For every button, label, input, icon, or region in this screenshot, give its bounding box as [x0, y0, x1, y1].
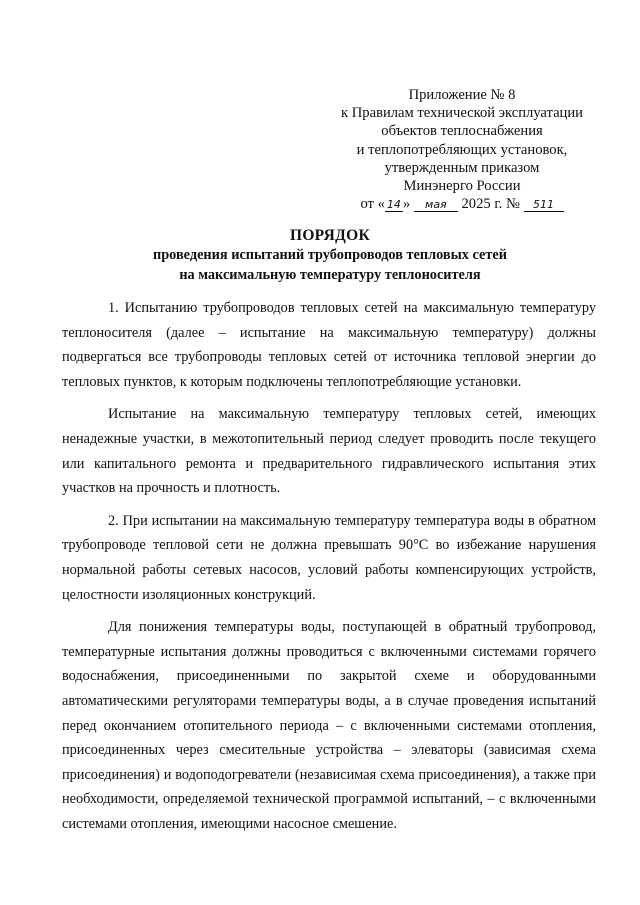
body-paragraph: Для понижения температуры воды, поступающей в обратный трубопровод, температурные испытания должны проводиться с включенными системами горячего водоснабжения, присоединенными по закрытой схеме и оборудованными автоматическими регуляторами температуры воды, а в случае проведения испытаний перед окончанием отопительного периода – с включенными системами отопления, присоединенных через смесительные устройства – элеваторы (зависимая схема присоединения) и водоподогреватели (независимая схема присоединения), а также при необходимости, определяемой технической программой испытаний, – с включенными системами отопления, имеющими насосное смешение. — [62, 619, 596, 832]
date-prefix: от « — [360, 196, 385, 213]
title-subtitle: на максимальную температуру теплоносителя — [179, 266, 481, 283]
date-year: 2025 г. № — [457, 196, 524, 213]
date-quote: » — [402, 196, 411, 213]
body-paragraph: Испытание на максимальную температуру тепловых сетей, имеющих ненадежные участки, в межотопительный период следует проводить после текущего или капитального ремонта и предварительного гидравлического испытания этих участков на прочность и плотность. — [62, 406, 596, 497]
annex-reference-line: и теплопотребляющих установок, — [356, 141, 568, 158]
annex-number: Приложение № 8 — [408, 87, 516, 103]
annex-reference-line: Минэнерго России — [403, 178, 521, 195]
body-paragraph: 1. Испытанию трубопроводов тепловых сетей на максимальную температуру теплоносителя (далее – испытание на максимальную температуру) должны подвергаться все трубопроводы тепловых сетей от источника тепловой энергии до тепловых пунктов, к которым подключены теплопотребляющие установки. — [62, 300, 596, 390]
body-paragraph: 2. При испытании на максимальную температуру температура воды в обратном трубопроводе тепловой сети не должна превышать 90°С во избежание нарушения нормальной работы сетевых насосов, условий работы компенсирующих устройств, целостности изоляционных конструкций. — [62, 512, 596, 603]
document-body — [62, 296, 596, 844]
annex-header — [330, 86, 594, 213]
document-title — [60, 226, 600, 285]
annex-reference-line: утвержденным приказом — [384, 159, 540, 176]
title-subtitle: проведения испытаний трубопроводов тепловых сетей — [152, 247, 508, 263]
order-date-line — [330, 195, 594, 213]
handwritten-month: мая — [414, 198, 458, 212]
handwritten-day: 14 — [386, 198, 401, 212]
title-heading: ПОРЯДОК — [289, 227, 371, 244]
annex-reference-line: к Правилам технической эксплуатации — [341, 105, 583, 122]
annex-reference-line: объектов теплоснабжения — [381, 123, 543, 140]
handwritten-order-number: 511 — [524, 198, 564, 212]
